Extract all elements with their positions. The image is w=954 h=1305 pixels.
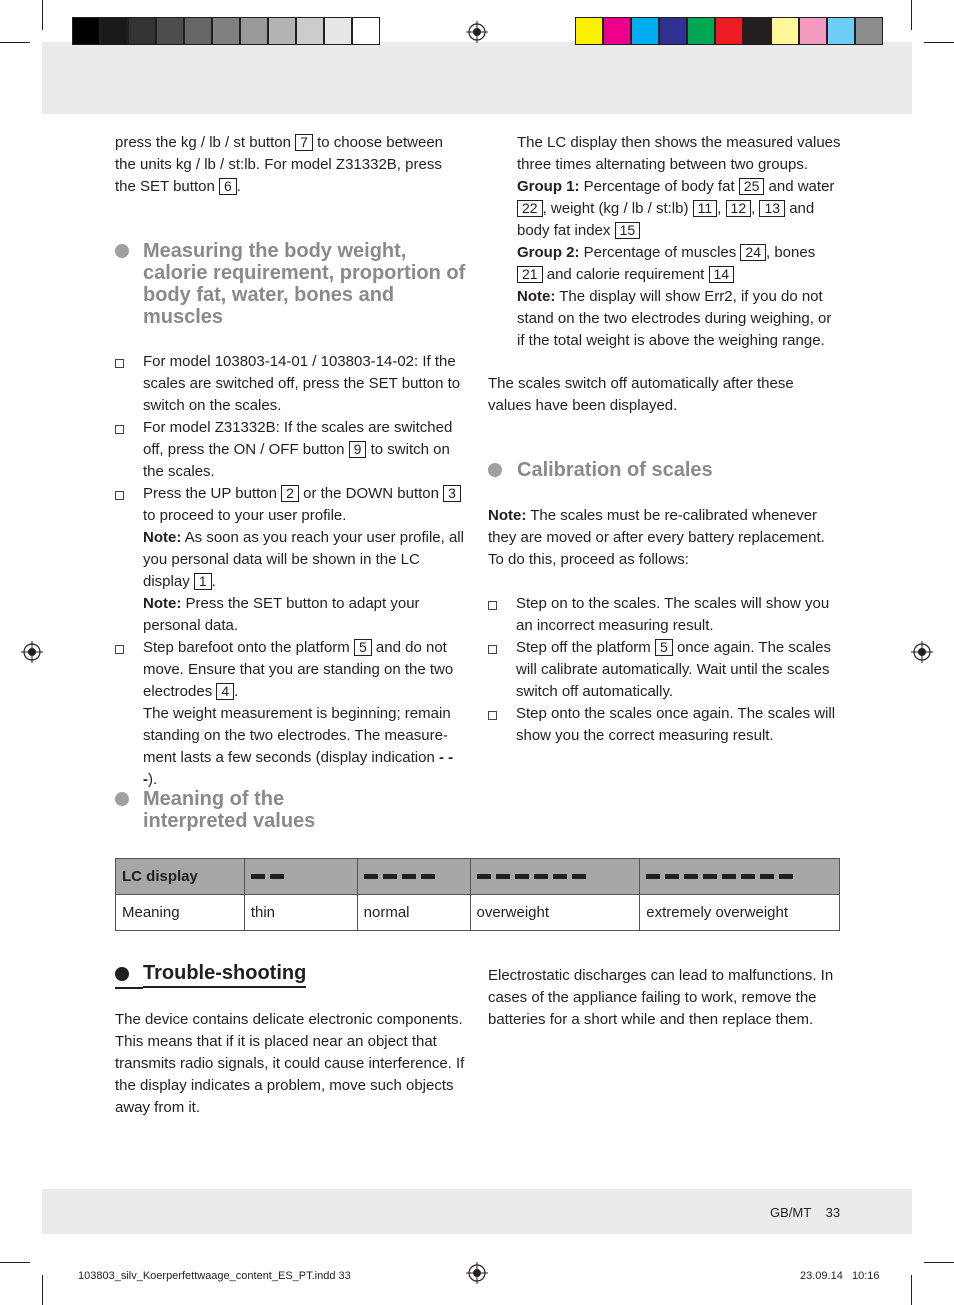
list-item: For model 103803-14-01 / 103803-14-02: If the scales are switched off, press the SET button to switch on the scales.: [115, 351, 465, 417]
display-intro-text: The LC display then shows the measured values three times alternating between two groups.: [517, 134, 841, 173]
registration-mark-icon: [466, 21, 488, 43]
display-segment-icon: [760, 874, 774, 879]
list-item: Step on to the scales. The scales will show you an incorrect measuring result.: [488, 593, 840, 637]
checkbox-square-icon: [115, 491, 124, 500]
list-item: Step onto the scales once again. The scales will show you the correct measuring result.: [488, 703, 840, 747]
ref-box: 21: [517, 266, 543, 283]
color-swatch: [72, 17, 100, 45]
ref-box: 12: [726, 200, 752, 217]
group-1-text: Group 1: Percentage of body fat 25 and water 22 , weight (kg / lb / st:lb) 11 , 12 , 13 and body fat index 15: [517, 178, 835, 239]
segment-indicator-cell: [470, 859, 640, 895]
section-heading-meaning: Meaning of the interpreted values: [143, 788, 316, 832]
color-swatch: [184, 17, 212, 45]
ref-box: 13: [759, 200, 785, 217]
display-segment-icon: [534, 874, 548, 879]
display-segment-icon: [251, 874, 265, 879]
ref-box: 24: [740, 244, 766, 261]
list-item: Press the UP button 2 or the DOWN button 3 to proceed to your user profile. Note: As soon as you reach your user profile, all you personal data will be shown in the LC display 1 . Note: Press the SET button to adapt your personal data.: [115, 483, 465, 637]
note-label: Note:: [143, 595, 182, 612]
ref-box: 2: [281, 485, 299, 502]
table-cell: normal: [357, 895, 470, 931]
checkbox-square-icon: [488, 645, 497, 654]
color-swatch: [827, 17, 855, 45]
trouble-paragraph-1: The device contains delicate electronic components. This means that if it is placed near an object that transmits radio signals, it could cause interference. If the display indicates a problem, move such objects away from it.: [115, 1011, 465, 1116]
color-swatch-strip: [575, 17, 883, 45]
print-timestamp: 23.09.14 10:16: [800, 1270, 880, 1282]
display-note: Note: The display will show Err2, if you do not stand on the two electrodes during weighing, or if the total weight is above the weighing range.: [517, 288, 832, 349]
table-cell: overweight: [470, 895, 640, 931]
checkbox-square-icon: [115, 359, 124, 368]
color-swatch: [352, 17, 380, 45]
section-heading-measuring: Measuring the body weight, calorie requirement, proportion of body fat, water, bones and muscles: [143, 240, 466, 328]
display-segment-icon: [364, 874, 378, 879]
display-segment-icon: [402, 874, 416, 879]
crop-mark: [42, 1275, 43, 1305]
color-swatch: [631, 17, 659, 45]
crop-mark: [0, 1262, 30, 1263]
color-swatch: [687, 17, 715, 45]
table-cell: thin: [244, 895, 357, 931]
display-segment-icon: [496, 874, 510, 879]
display-segment-icon: [270, 874, 284, 879]
table-row: [116, 895, 840, 931]
color-swatch: [715, 17, 743, 45]
trouble-paragraph-2: Electrostatic discharges can lead to malfunctions. In cases of the appliance failing to work, remove the batteries for a short while and then replace them.: [488, 967, 834, 1028]
display-segment-icon: [722, 874, 736, 879]
table-header-row: [116, 859, 840, 895]
bullet-dot-icon: [115, 792, 129, 806]
display-segment-icon: [741, 874, 755, 879]
display-segment-icon: [477, 874, 491, 879]
page-footer: GB/MT 33: [770, 1205, 841, 1220]
section-heading-calibration: Calibration of scales: [517, 459, 713, 481]
display-segment-icon: [703, 874, 717, 879]
crop-mark: [924, 42, 954, 43]
checkbox-square-icon: [115, 425, 124, 434]
crop-mark: [911, 0, 912, 30]
color-swatch: [855, 17, 883, 45]
ref-box: 25: [739, 178, 765, 195]
color-swatch: [659, 17, 687, 45]
display-segment-icon: [646, 874, 660, 879]
measuring-steps-list: [115, 351, 465, 791]
header-band: [42, 42, 912, 114]
crop-mark: [911, 1275, 912, 1305]
segment-indicator-cell: [244, 859, 357, 895]
ref-box: 5: [354, 639, 372, 656]
color-swatch: [268, 17, 296, 45]
display-segment-icon: [665, 874, 679, 879]
color-swatch: [240, 17, 268, 45]
display-groups-block: [517, 132, 842, 352]
bullet-dot-icon: [115, 244, 129, 258]
registration-mark-icon: [21, 641, 43, 663]
table-cell: Meaning: [116, 895, 245, 931]
table-cell: extremely overweight: [640, 895, 840, 931]
grey-swatch-strip: [72, 17, 380, 45]
ref-box: 14: [709, 266, 735, 283]
color-swatch: [743, 17, 771, 45]
note-label: Note:: [143, 529, 182, 546]
checkbox-square-icon: [488, 711, 497, 720]
color-swatch: [575, 17, 603, 45]
auto-off-text: The scales switch off automatically after these values have been displayed.: [488, 375, 794, 414]
bullet-dot-icon: [115, 967, 129, 981]
list-item: Step barefoot onto the platform 5 and do not move. Ensure that you are standing on the two electrodes 4 . The weight measurement is beginning; remain standing on the two electrodes. The measure-ment lasts a few seconds (display indication - - -).: [115, 637, 465, 791]
registration-mark-icon: [911, 641, 933, 663]
ref-box: 15: [615, 222, 641, 239]
display-segment-icon: [553, 874, 567, 879]
color-swatch: [799, 17, 827, 45]
list-item: For model Z31332B: If the scales are switched off, press the ON / OFF button 9 to switch on the scales.: [115, 417, 465, 483]
ref-box: 4: [216, 683, 234, 700]
file-info: 103803_silv_Koerperfettwaage_content_ES_PT.indd 33: [78, 1270, 351, 1282]
segment-indicator-cell: [640, 859, 840, 895]
display-segment-icon: [515, 874, 529, 879]
color-swatch: [771, 17, 799, 45]
ref-box: 6: [219, 178, 237, 195]
crop-mark: [0, 42, 30, 43]
group-2-text: Group 2: Percentage of muscles 24 , bones 21 and calorie requirement 14: [517, 244, 816, 283]
registration-mark-icon: [466, 1262, 488, 1284]
color-swatch: [100, 17, 128, 45]
ref-box: 3: [443, 485, 461, 502]
color-swatch: [128, 17, 156, 45]
ref-box: 11: [693, 200, 718, 217]
calibration-note: Note: The scales must be re-calibrated whenever they are moved or after every battery replacement. To do this, proceed as follows:: [488, 507, 825, 568]
display-segment-icon: [421, 874, 435, 879]
color-swatch: [212, 17, 240, 45]
lc-display-meaning-table: [115, 858, 840, 931]
segment-indicator-cell: [357, 859, 470, 895]
list-item: Step off the platform 5 once again. The scales will calibrate automatically. Wait until the scales switch off automatically.: [488, 637, 840, 703]
color-swatch: [603, 17, 631, 45]
intro-paragraph: press the kg / lb / st button 7 to choose between the units kg / lb / st:lb. For model Z31332B, press the SET button 6 .: [115, 134, 443, 195]
color-swatch: [156, 17, 184, 45]
color-swatch: [296, 17, 324, 45]
display-segment-icon: [684, 874, 698, 879]
ref-box: 9: [349, 441, 367, 458]
color-swatch: [324, 17, 352, 45]
ref-box: 22: [517, 200, 543, 217]
checkbox-square-icon: [115, 645, 124, 654]
display-segment-icon: [572, 874, 586, 879]
ref-box: 1: [194, 573, 212, 590]
section-heading-trouble: Trouble-shooting: [143, 962, 306, 984]
calibration-steps-list: [488, 593, 840, 747]
crop-mark: [42, 0, 43, 30]
ref-box: 5: [655, 639, 673, 656]
bullet-dot-icon: [488, 463, 502, 477]
display-segment-icon: [779, 874, 793, 879]
checkbox-square-icon: [488, 601, 497, 610]
display-segment-icon: [383, 874, 397, 879]
table-header-label: LC display: [116, 859, 245, 895]
ref-box: 7: [295, 134, 313, 151]
heading-underline: [115, 987, 143, 989]
crop-mark: [924, 1262, 954, 1263]
